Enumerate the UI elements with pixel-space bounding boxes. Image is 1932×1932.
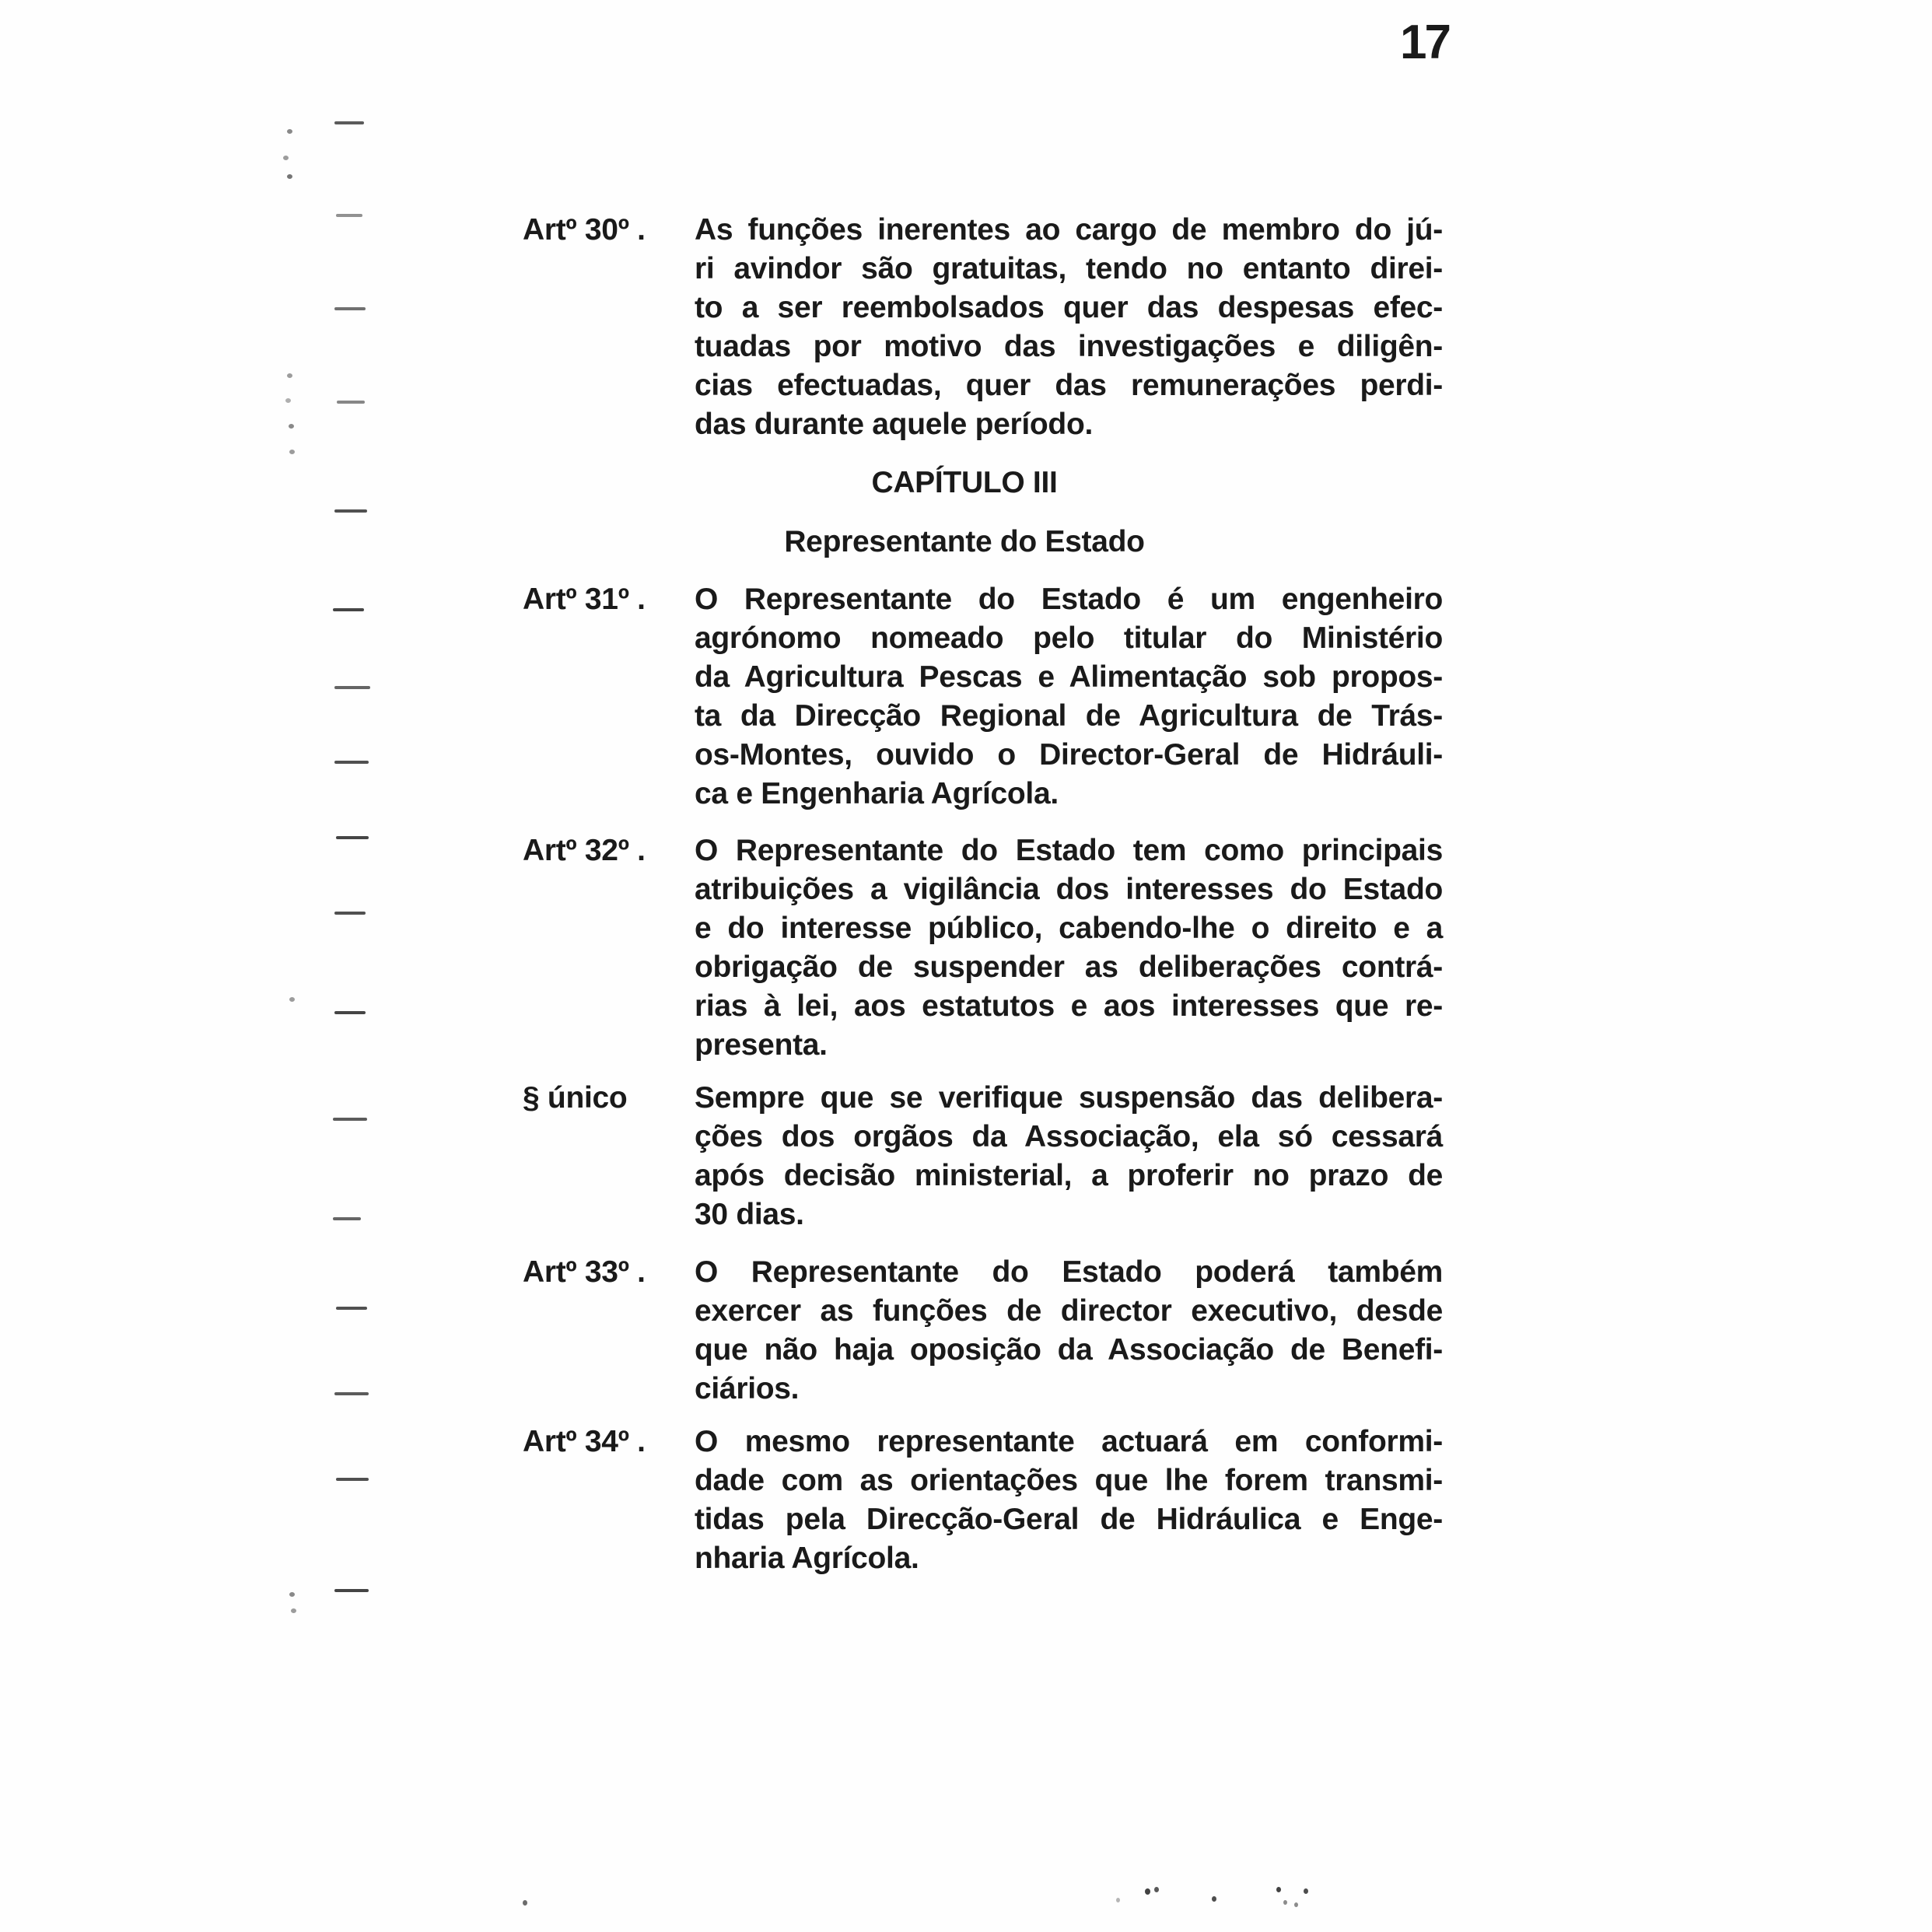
margin-dash-mark bbox=[334, 1589, 369, 1592]
article-text bbox=[695, 1079, 1443, 1234]
text-line: ri avindor são gratuitas, tendo no entanto direi- bbox=[695, 252, 1443, 285]
article-text bbox=[695, 211, 1443, 444]
margin-dash-mark bbox=[334, 912, 366, 915]
text-line: que não haja oposição da Associação de Benefi- bbox=[695, 1333, 1443, 1367]
margin-dash-mark bbox=[333, 608, 364, 611]
text-line: O mesmo representante actuará em conformi- bbox=[695, 1425, 1443, 1458]
margin-dot-mark bbox=[287, 373, 292, 378]
speck-mark bbox=[523, 1900, 527, 1906]
margin-dash-mark bbox=[334, 1392, 369, 1395]
text-line: exercer as funções de director executivo, desde bbox=[695, 1294, 1443, 1328]
margin-dot-mark bbox=[291, 1608, 296, 1613]
article-label: Artº 34º . bbox=[523, 1425, 646, 1458]
margin-dot-mark bbox=[285, 398, 291, 403]
section-capitulo-iii: CAPÍTULO III bbox=[871, 466, 1058, 499]
margin-dot-mark bbox=[287, 129, 292, 134]
margin-dash-mark bbox=[334, 761, 369, 764]
text-line: Sempre que se verifique suspensão das delibera- bbox=[695, 1081, 1443, 1115]
margin-dash-mark bbox=[333, 1217, 361, 1220]
text-line: e do interesse público, cabendo-lhe o direito e a bbox=[695, 912, 1443, 945]
margin-dash-mark bbox=[336, 836, 369, 839]
article-text bbox=[695, 1423, 1443, 1578]
article-label: Artº 33º . bbox=[523, 1255, 646, 1289]
text-line: após decisão ministerial, a proferir no prazo de bbox=[695, 1159, 1443, 1192]
margin-dash-mark bbox=[334, 121, 364, 124]
text-line: ciários. bbox=[695, 1372, 800, 1405]
text-line: O Representante do Estado é um engenheiro bbox=[695, 583, 1443, 616]
speck-mark bbox=[1154, 1887, 1159, 1892]
margin-dot-mark bbox=[289, 1592, 295, 1597]
article-text bbox=[695, 580, 1443, 814]
text-line: obrigação de suspender as deliberações contrá- bbox=[695, 950, 1443, 984]
page-number: 17 bbox=[1400, 16, 1449, 69]
margin-dot-mark bbox=[289, 997, 295, 1002]
text-line: 30 dias. bbox=[695, 1198, 804, 1231]
text-line: os-Montes, ouvido o Director-Geral de Hidráuli- bbox=[695, 738, 1443, 772]
text-line: das durante aquele período. bbox=[695, 408, 1094, 441]
margin-dash-mark bbox=[336, 214, 362, 217]
speck-mark bbox=[1304, 1888, 1308, 1894]
text-line: O Representante do Estado poderá também bbox=[695, 1255, 1443, 1289]
section-representante-do-estado: Representante do Estado bbox=[784, 525, 1145, 558]
margin-dash-mark bbox=[337, 401, 365, 404]
article-label: Artº 30º . bbox=[523, 213, 646, 247]
text-line: to a ser reembolsados quer das despesas efec- bbox=[695, 291, 1443, 324]
text-line: tuadas por motivo das investigações e diligên- bbox=[695, 330, 1443, 363]
section-art-30 bbox=[523, 211, 1443, 444]
section-art-31 bbox=[523, 580, 1443, 814]
speck-mark bbox=[1294, 1902, 1298, 1907]
speck-mark bbox=[1283, 1900, 1287, 1905]
margin-dash-mark bbox=[334, 686, 370, 689]
text-line: O Representante do Estado tem como principais bbox=[695, 834, 1443, 867]
text-line: cias efectuadas, quer das remunerações perdi- bbox=[695, 369, 1443, 402]
text-line: rias à lei, aos estatutos e aos interesses que re- bbox=[695, 989, 1443, 1023]
margin-dash-mark bbox=[334, 1011, 366, 1014]
margin-dash-mark bbox=[333, 1118, 367, 1121]
margin-dot-mark bbox=[283, 156, 289, 160]
section-art-34 bbox=[523, 1423, 1443, 1578]
margin-dot-mark bbox=[289, 424, 294, 429]
margin-dash-mark bbox=[334, 307, 366, 310]
article-label: Artº 31º . bbox=[523, 583, 646, 616]
margin-dot-mark bbox=[289, 450, 295, 454]
article-label: Artº 32º . bbox=[523, 834, 646, 867]
article-text bbox=[695, 1253, 1443, 1409]
speck-mark bbox=[1276, 1887, 1281, 1892]
section-art-32 bbox=[523, 831, 1443, 1065]
speck-mark bbox=[1116, 1898, 1120, 1902]
article-label: § único bbox=[523, 1081, 628, 1115]
text-line: tidas pela Direcção-Geral de Hidráulica e Enge- bbox=[695, 1503, 1443, 1536]
text-line: nharia Agrícola. bbox=[695, 1542, 919, 1575]
text-line: atribuições a vigilância dos interesses do Estado bbox=[695, 873, 1443, 906]
section-par-unico bbox=[523, 1079, 1443, 1234]
text-line: agrónomo nomeado pelo titular do Ministério bbox=[695, 621, 1443, 655]
margin-dot-mark bbox=[287, 174, 292, 179]
text-line: ca e Engenharia Agrícola. bbox=[695, 777, 1059, 810]
text-line: As funções inerentes ao cargo de membro do jú- bbox=[695, 213, 1443, 247]
margin-dash-mark bbox=[336, 1478, 369, 1481]
section-art-33 bbox=[523, 1253, 1443, 1409]
text-line: ções dos orgãos da Associação, ela só cessará bbox=[695, 1120, 1443, 1153]
text-line: ta da Direcção Regional de Agricultura de Trás- bbox=[695, 699, 1443, 733]
speck-mark bbox=[1145, 1888, 1150, 1895]
text-line: presenta. bbox=[695, 1028, 828, 1062]
text-line: dade com as orientações que lhe forem transmi- bbox=[695, 1464, 1443, 1497]
article-text bbox=[695, 831, 1443, 1065]
speck-mark bbox=[1212, 1896, 1216, 1902]
margin-dash-mark bbox=[334, 509, 367, 513]
margin-dash-mark bbox=[336, 1307, 367, 1310]
text-line: da Agricultura Pescas e Alimentação sob propos- bbox=[695, 660, 1443, 694]
